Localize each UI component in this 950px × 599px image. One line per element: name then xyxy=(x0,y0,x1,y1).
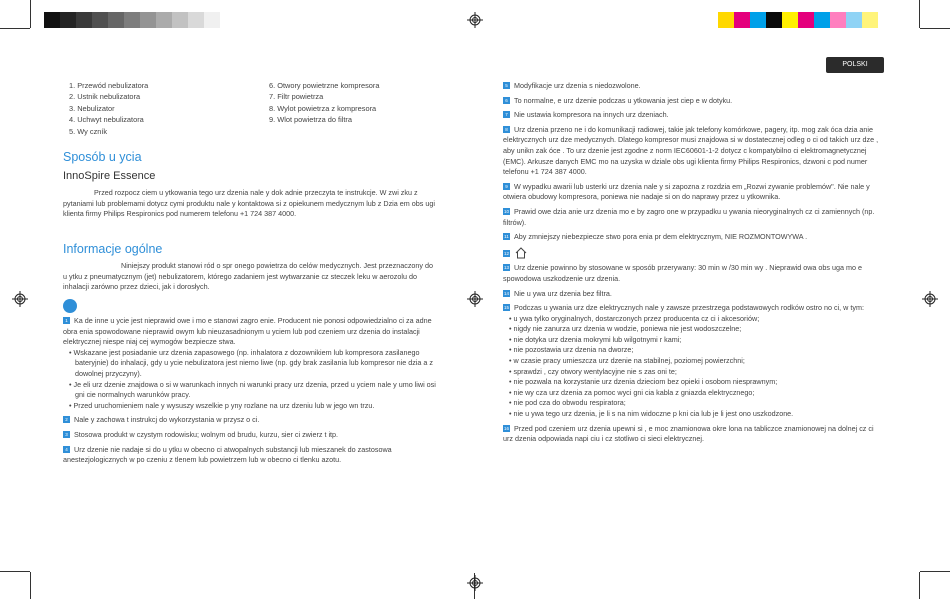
item-number-badge: 3 xyxy=(63,431,70,438)
item-number-badge: 6 xyxy=(503,97,510,104)
general-heading: Informacje ogólne xyxy=(63,242,163,256)
warning-item xyxy=(503,125,883,178)
color-swatch-bar xyxy=(718,12,878,28)
warning-text: Urz dzenia przeno ne i do komunikacji radiowej, takie jak telefony komórkowe, pagery, itp. mog zak óca dzia anie elektrycznych urz dze medycznych. Dlatego kompresor musi znajdowa si w dostatecznej odleg o ci od takich urz dze , aby unikn zak óce . To urz dzenie jest zgodne z norm IEC60601-1-2 dotycz c kompatybilno ci elektromagnetycznej (EMC). Arkusze danych EMC mo na uzyska w dziale obs ugi klienta firmy Philips Respironics, dzwoni c pod numer telefonu +1 724 387 4000. xyxy=(503,124,879,177)
warning-text: Nale y zachowa t instrukcj do wykorzystania w przysz o ci. xyxy=(74,415,260,425)
color-swatch xyxy=(140,12,156,28)
item-number-badge: 2 xyxy=(63,416,70,423)
color-swatch xyxy=(750,12,766,28)
part-list-item: 6. Otwory powietrzne kompresora xyxy=(269,81,380,90)
warning-text: Stosowa produkt w czystym rodowisku; wolnym od brudu, kurzu, sier ci zwierz t itp. xyxy=(74,429,339,439)
warning-item xyxy=(503,232,883,243)
registration-mark-icon xyxy=(467,12,483,28)
language-tab: POLSKI xyxy=(826,57,884,73)
crop-mark xyxy=(920,571,950,572)
general-text: Niniejszy produkt stanowi ród o spr onego powietrza do celów medycznych. Jest przeznaczony do u ytku z pneumatycznym (jet) nebulizatorem, którego zadaniem jest wytwarzanie cz steczek leku w aerozolu do inhalacji zarówno przez dzieci, jak i dorosłych. xyxy=(63,261,434,292)
part-list-item: 8. Wylot powietrza z kompresora xyxy=(269,103,377,113)
warning-text: Prawid owe dzia anie urz dzenia mo e by zagro one w przypadku u ywania nieoryginalnych cz ci zamiennych (np. filtrów). xyxy=(503,206,875,227)
warning-subitem: • nie pod cza do obwodu respiratora; xyxy=(509,398,626,408)
household-use-icon xyxy=(514,247,528,259)
color-swatch xyxy=(60,12,76,28)
color-swatch xyxy=(188,12,204,28)
registration-mark-icon xyxy=(12,291,28,307)
warning-subitem: • nigdy nie zanurza urz dzenia w wodzie, poniewa nie jest wodoszczelne; xyxy=(509,324,742,334)
warning-item xyxy=(63,415,437,426)
color-swatch xyxy=(798,12,814,28)
warning-subitem: • sprawdzi , czy otwory wentylacyjne nie s zas oni te; xyxy=(509,366,677,376)
item-number-badge: 9 xyxy=(503,183,510,190)
crop-mark xyxy=(919,572,920,599)
item-number-badge: 12 xyxy=(503,250,509,256)
parts-list-right xyxy=(269,80,380,126)
color-swatch xyxy=(124,12,140,28)
registration-mark-icon xyxy=(467,291,483,307)
color-swatch xyxy=(718,12,734,28)
warning-item xyxy=(503,96,883,107)
crop-mark xyxy=(30,0,31,28)
warning-item xyxy=(63,445,437,466)
color-swatch xyxy=(76,12,92,28)
warning-text: Nie u ywa urz dzenia bez filtra. xyxy=(514,288,612,298)
color-swatch xyxy=(156,12,172,28)
warning-item xyxy=(63,316,437,411)
item-number-badge: 1 xyxy=(63,317,70,324)
warning-text: Podczas u ywania urz dze elektrycznych nale y zawsze przestrzega podstawowych rodków ostro no ci, w tym: xyxy=(514,303,864,313)
item-number-badge: 15 xyxy=(503,305,509,311)
warning-item xyxy=(503,303,883,420)
warning-item xyxy=(503,110,883,121)
item-number-badge: 4 xyxy=(63,446,70,453)
warning-info-icon xyxy=(63,299,77,313)
item-number-badge: 14 xyxy=(503,290,509,296)
warning-text: Nie ustawia kompresora na innych urz dzeniach. xyxy=(514,110,669,120)
warning-item xyxy=(503,81,883,92)
usage-heading: Sposób u ycia xyxy=(63,150,142,164)
warning-text: Ka de inne u ycie jest nieprawid owe i mo e stanowi zagro enie. Producent nie ponosi odpowiedzialno ci za adne obra enia spowodowane nieprawid owym lub nieuzasadnionym u yciem lub pod czeniem urz dzenia do instalacji elektrycznej niespe niaj cej wymogów bezpiecze stwa. xyxy=(63,316,432,347)
part-list-item: 9. Wlot powietrza do filtra xyxy=(269,115,352,125)
warning-subitem: • nie dotyka urz dzenia mokrymi lub wilgotnymi r kami; xyxy=(509,334,682,344)
warning-text: Urz dzenie nie nadaje si do u ytku w obecno ci atwopalnych substancji lub mieszanek do zastosowa anestezjologicznych w po czeniu z tlenem lub powietrzem lub w obecno ci tlenku azotu. xyxy=(63,444,392,465)
parts-list-left xyxy=(69,80,148,137)
color-swatch xyxy=(766,12,782,28)
warning-subitem: • nie pozwala na korzystanie urz dzenia dzieciom bez opieki i osobom niesprawnym; xyxy=(509,377,778,387)
color-swatch xyxy=(172,12,188,28)
warning-subitem: • u ywa tylko oryginalnych, dostarczonych przez producenta cz ci i akcesoriów; xyxy=(509,313,760,323)
part-list-item: 3. Nebulizator xyxy=(69,103,115,113)
color-swatch xyxy=(734,12,750,28)
warning-item xyxy=(503,424,883,445)
part-list-item: 1. Przewód nebulizatora xyxy=(69,81,149,90)
warning-item xyxy=(63,430,437,441)
color-swatch xyxy=(92,12,108,28)
color-swatch xyxy=(44,12,60,28)
item-number-badge: 8 xyxy=(503,126,510,133)
warning-subitem: • Wskazane jest posiadanie urz dzenia zapasowego (np. inhalatora z dozownikiem lub kompresora zasilanego bateryjnie) do inhalacji, gdy u ycie nebulizatora jest niemo liwe (np. gdy brak zasilania lub kompresor nie dzia a z dowolnej przyczyny). xyxy=(69,347,433,378)
registration-mark-icon xyxy=(922,291,938,307)
warning-text: W wypadku awarii lub usterki urz dzenia nale y si zapozna z rozdzia em „Rozwi zywanie problemów". Nie nale y otwiera obudowy kompresora, poniewa nie nadaje si on do naprawy przez u ytkownika. xyxy=(503,181,870,202)
crop-mark xyxy=(0,571,30,572)
item-number-badge: 11 xyxy=(504,234,509,240)
grayscale-swatch-bar xyxy=(44,12,220,28)
warning-subitem: • Je eli urz dzenie znajdowa o si w warunkach innych ni warunki pracy urz dzenia, przed u yciem nale y umo liwi osi gni cie normalnych warunków pracy. xyxy=(69,379,436,400)
warning-text: To normalne, e urz dzenie podczas u ytkowania jest ciep e w dotyku. xyxy=(514,95,733,105)
part-list-item: 4. Uchwyt nebulizatora xyxy=(69,115,144,125)
item-number-badge: 10 xyxy=(503,208,509,214)
color-swatch xyxy=(814,12,830,28)
warning-item xyxy=(503,289,883,300)
warning-subitem: • Przed uruchomieniem nale y wysuszy wszelkie p yny rozlane na urz dzeniu lub w jego wn trzu. xyxy=(69,400,375,410)
warning-subitem: • w czasie pracy umieszcza urz dzenie na stabilnej, poziomej powierzchni; xyxy=(509,356,745,366)
item-number-badge: 7 xyxy=(503,111,510,118)
usage-text: Przed rozpocz ciem u ytkowania tego urz dzenia nale y dok adnie przeczyta te instrukcje. W zwi zku z pytaniami lub problemami dotycz cymi produktu nale y kontaktowa si z opiekunem medycznym lub z Dzia em obs ugi klienta firmy Philips Respironics pod numerem telefonu +1 724 387 4000. xyxy=(63,188,435,219)
warning-subitem: • nie wy cza urz dzenia za pomoc wyci gni cia kabla z gniazda elektrycznego; xyxy=(509,387,755,397)
right-warnings-column xyxy=(503,81,883,449)
color-swatch xyxy=(846,12,862,28)
warning-subitem: • nie u ywa tego urz dzenia, je li s na nim widoczne p kni cia lub je li jest ono uszkodzone. xyxy=(509,409,794,419)
warning-item xyxy=(503,207,883,228)
color-swatch xyxy=(782,12,798,28)
warning-text: Aby zmniejszy niebezpiecze stwo pora enia pr dem elektrycznym, NIE ROZMONTOWYWA . xyxy=(514,232,808,242)
item-number-badge: 16 xyxy=(503,425,509,431)
crop-mark xyxy=(920,28,950,29)
product-name: InnoSpire Essence xyxy=(63,170,156,182)
warning-item xyxy=(503,247,883,260)
color-swatch xyxy=(862,12,878,28)
warning-text: Modyfikacje urz dzenia s niedozwolone. xyxy=(514,81,641,90)
crop-mark xyxy=(30,572,31,599)
crop-mark xyxy=(0,28,30,29)
color-swatch xyxy=(108,12,124,28)
warning-subitem: • nie pozostawia urz dzenia na dworze; xyxy=(509,345,634,355)
left-warnings-column xyxy=(63,316,437,470)
color-swatch xyxy=(830,12,846,28)
crop-mark xyxy=(919,0,920,28)
part-list-item: 2. Ustnik nebulizatora xyxy=(69,92,141,102)
warning-text: Przed pod czeniem urz dzenia upewni si , e moc znamionowa okre lona na tabliczce znamionowej na dolnej cz ci urz dzenia odpowiada napi ciu i cz stotliwo ci sieci elektrycznej. xyxy=(503,423,874,444)
item-number-badge: 5 xyxy=(503,82,510,89)
color-swatch xyxy=(204,12,220,28)
part-list-item: 7. Filtr powietrza xyxy=(269,92,324,102)
warning-item xyxy=(503,263,883,284)
part-list-item: 5. Wy czník xyxy=(69,126,108,136)
registration-mark-icon xyxy=(467,575,483,591)
item-number-badge: 13 xyxy=(503,265,509,271)
warning-text: Urz dzenie powinno by stosowane w sposób przerywany: 30 min w /30 min wy . Nieprawid owa obs uga mo e spowodowa uszkodzenie urz dzenia. xyxy=(503,263,862,283)
warning-item xyxy=(503,182,883,203)
